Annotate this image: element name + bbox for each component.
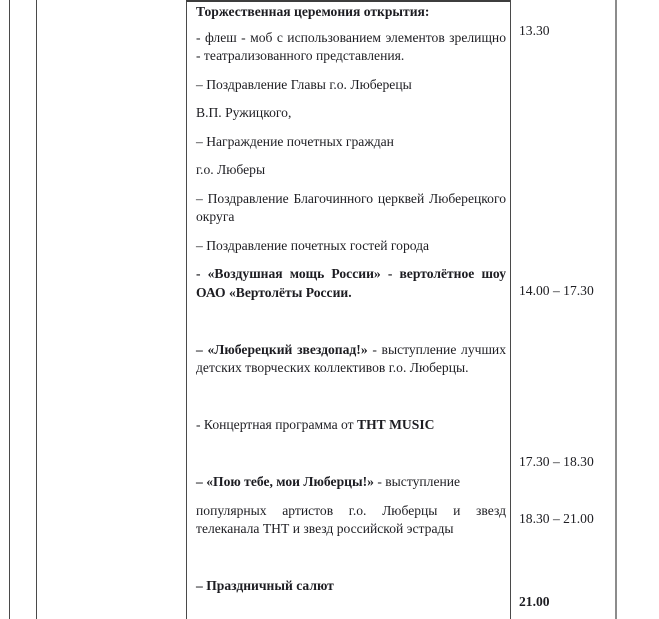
- event-text-segment: – Поздравление Главы г.о. Люберецы: [196, 76, 412, 92]
- event-paragraph: [196, 161, 506, 180]
- times-cell: [510, 0, 617, 619]
- event-text-segment: – Поздравление Благочинного церквей Люберецкого округа: [196, 190, 506, 224]
- empty-paragraph: [196, 549, 506, 568]
- time-value: 18.30 – 21.00: [519, 511, 594, 526]
- event-text-segment: – Награждение почетных граждан: [196, 133, 394, 149]
- time-value: 14.00 – 17.30: [519, 283, 594, 298]
- event-paragraph: [196, 237, 506, 256]
- event-paragraph: [196, 265, 506, 302]
- events-cell: [186, 0, 510, 619]
- empty-paragraph: [196, 445, 506, 464]
- table-empty-column-1: [9, 0, 36, 619]
- event-paragraph: [196, 76, 506, 95]
- event-paragraph: [196, 29, 506, 66]
- table-empty-column-2: [36, 0, 186, 619]
- empty-paragraph: [196, 312, 506, 331]
- event-paragraph: [196, 133, 506, 152]
- event-paragraph: [196, 502, 506, 539]
- event-text-segment: - Концертная программа от: [196, 417, 357, 432]
- time-value: 21.00: [519, 594, 550, 609]
- event-paragraph: [196, 416, 506, 435]
- event-paragraph: [196, 190, 506, 227]
- event-paragraph: [196, 3, 506, 22]
- event-text-segment: – Поздравление почетных гостей города: [196, 237, 430, 253]
- empty-paragraph: [196, 388, 506, 407]
- event-paragraph: [196, 473, 506, 492]
- event-text-segment: Торжественная церемония открытия:: [196, 4, 430, 19]
- event-text-segment: - выступление: [373, 474, 461, 489]
- event-text-segment: г.о. Люберы: [196, 162, 266, 177]
- event-paragraph: [196, 341, 506, 378]
- event-text-segment: ТНТ MUSIC: [357, 417, 435, 432]
- event-text-segment: – Праздничный салют: [196, 578, 334, 593]
- event-text-segment: - выступление лучших детских творческих коллективов г.о. Люберцы.: [196, 341, 506, 375]
- event-text-segment: - флеш - моб с использованием элементов зрелищно - театрализованного представления.: [196, 29, 506, 63]
- event-text-segment: В.П. Ружицкого,: [196, 105, 292, 120]
- time-value: 17.30 – 18.30: [519, 454, 594, 469]
- event-text-segment: – «Пою тебе, мои Люберцы!»: [196, 474, 374, 489]
- time-value: 13.30: [519, 23, 550, 38]
- event-text-segment: популярных артистов г.о. Люберцы и звезд телеканала ТНТ и звезд российской эстрады: [196, 502, 506, 536]
- event-text-segment: – «Люберецкий звездопад!»: [196, 341, 368, 357]
- event-paragraph: [196, 104, 506, 123]
- event-text-segment: - «Воздушная мощь России» - вертолётное шоу ОАО «Вертолёты России.: [196, 266, 506, 300]
- event-paragraph: [196, 577, 506, 596]
